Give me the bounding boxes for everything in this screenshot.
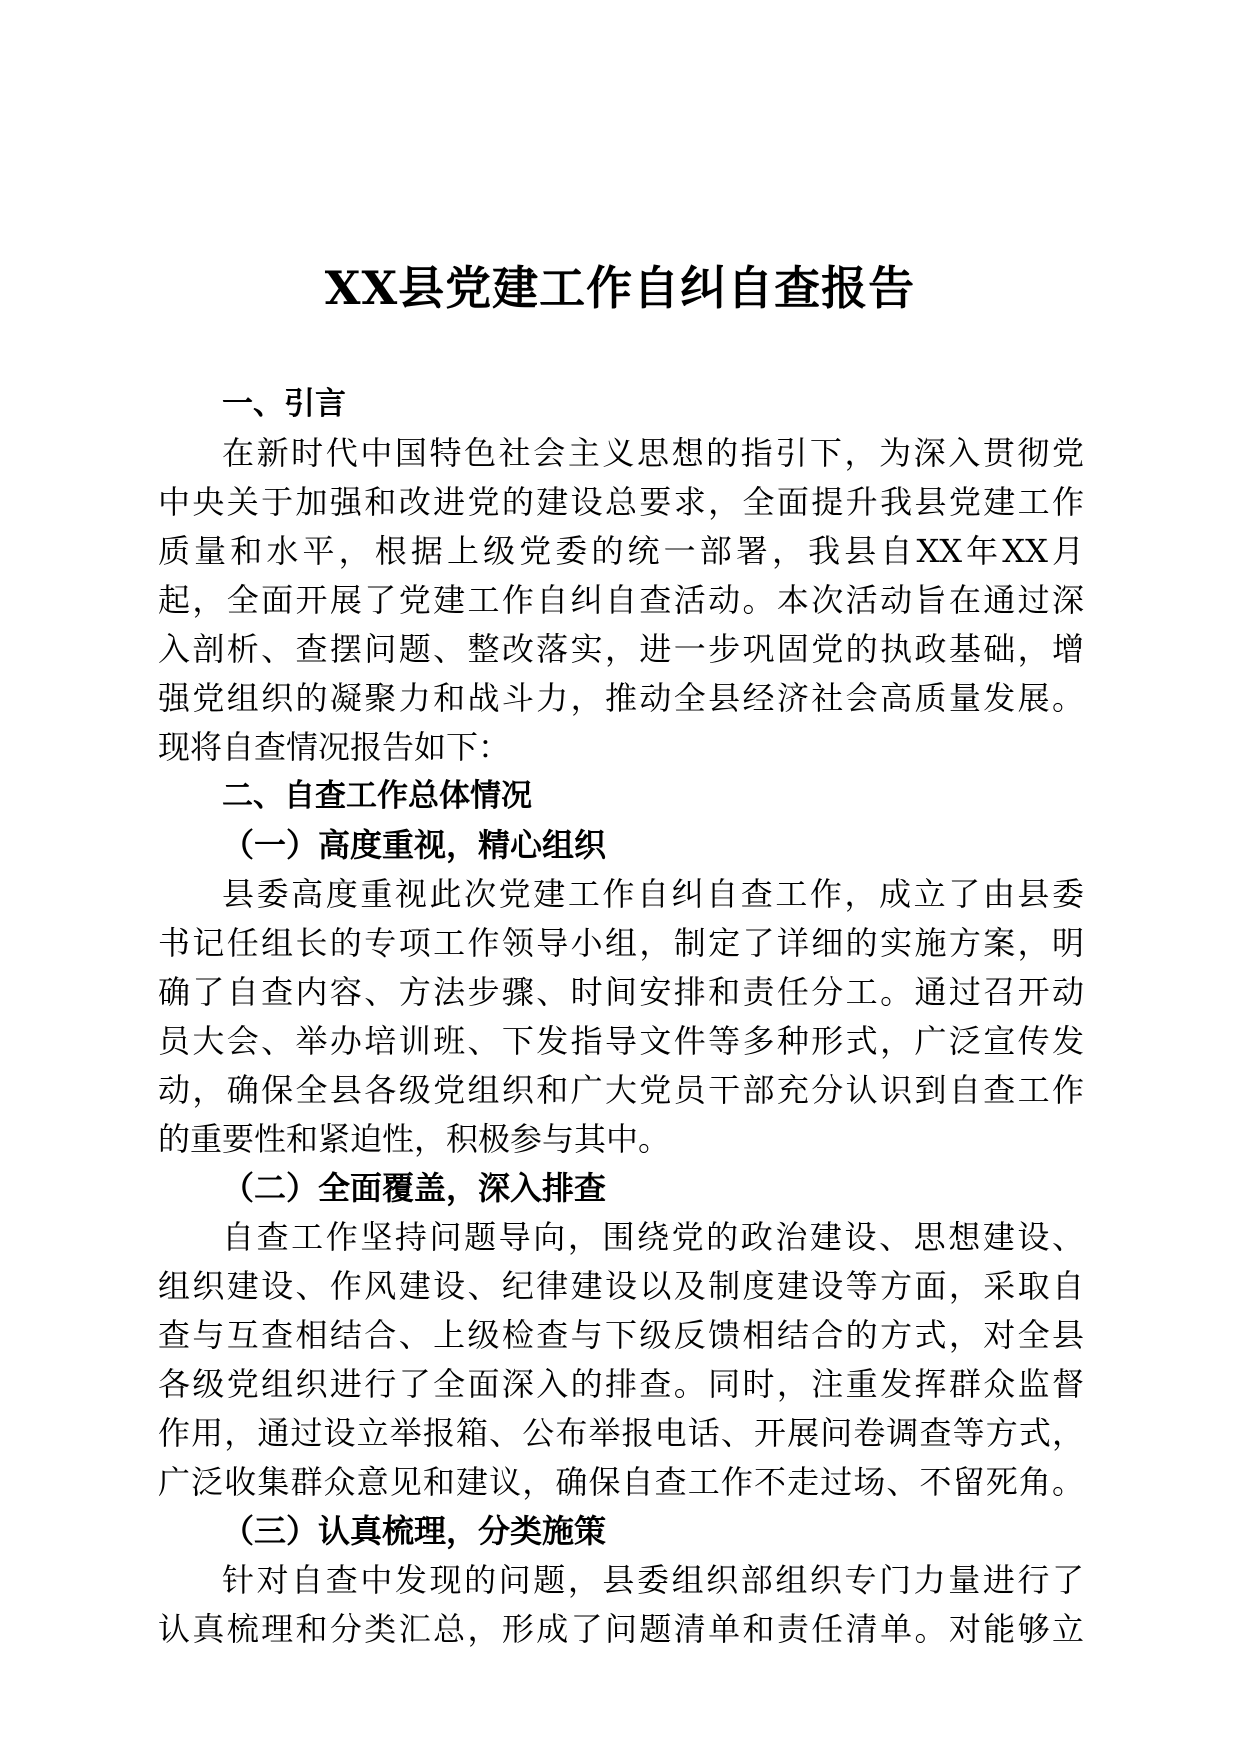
paragraph-line: 起，全面开展了党建工作自纠自查活动。本次活动旨在通过深 xyxy=(158,581,1084,619)
section-heading-overall: 二、自查工作总体情况 xyxy=(222,778,532,814)
paragraph-line: 确了自查内容、方法步骤、时间安排和责任分工。通过召开动 xyxy=(158,973,1084,1011)
paragraph-line: 动，确保全县各级党组织和广大党员干部充分认识到自查工作 xyxy=(158,1071,1084,1109)
paragraph-line: 作用，通过设立举报箱、公布举报电话、开展问卷调查等方式， xyxy=(158,1414,1084,1452)
paragraph-line: 中央关于加强和改进党的建设总要求，全面提升我县党建工作 xyxy=(158,483,1084,521)
subsection-heading: （三）认真梳理，分类施策 xyxy=(222,1512,607,1550)
subsection-heading: （二）全面覆盖，深入排查 xyxy=(222,1169,607,1207)
paragraph-line: 现将自查情况报告如下： xyxy=(158,728,511,766)
paragraph-line: 针对自查中发现的问题，县委组织部组织专门力量进行了 xyxy=(222,1561,1084,1599)
section-heading-introduction: 一、引言 xyxy=(222,386,346,422)
paragraph-line: 各级党组织进行了全面深入的排查。同时，注重发挥群众监督 xyxy=(158,1365,1084,1403)
paragraph-line: 入剖析、查摆问题、整改落实，进一步巩固党的执政基础，增 xyxy=(158,630,1084,668)
paragraph-line: 员大会、举办培训班、下发指导文件等多种形式，广泛宣传发 xyxy=(158,1022,1084,1060)
document-body xyxy=(158,380,1084,1654)
subsection-heading: （一）高度重视，精心组织 xyxy=(222,826,607,864)
paragraph-line: 自查工作坚持问题导向，围绕党的政治建设、思想建设、 xyxy=(222,1218,1084,1256)
paragraph-line: 质量和水平，根据上级党委的统一部署，我县自XX年XX月 xyxy=(158,532,1084,570)
paragraph-line: 在新时代中国特色社会主义思想的指引下，为深入贯彻党 xyxy=(222,434,1084,472)
paragraph-line: 县委高度重视此次党建工作自纠自查工作，成立了由县委 xyxy=(222,875,1084,913)
document-title: XX县党建工作自纠自查报告 xyxy=(324,261,916,315)
paragraph-line: 强党组织的凝聚力和战斗力，推动全县经济社会高质量发展。 xyxy=(158,679,1084,717)
paragraph-line: 书记任组长的专项工作领导小组，制定了详细的实施方案，明 xyxy=(158,924,1084,962)
paragraph-line: 的重要性和紧迫性，积极参与其中。 xyxy=(158,1120,671,1158)
paragraph-line: 组织建设、作风建设、纪律建设以及制度建设等方面，采取自 xyxy=(158,1267,1084,1305)
paragraph-line: 查与互查相结合、上级检查与下级反馈相结合的方式，对全县 xyxy=(158,1316,1084,1354)
paragraph-line: 认真梳理和分类汇总，形成了问题清单和责任清单。对能够立 xyxy=(158,1610,1084,1648)
paragraph-line: 广泛收集群众意见和建议，确保自查工作不走过场、不留死角。 xyxy=(158,1463,1084,1501)
